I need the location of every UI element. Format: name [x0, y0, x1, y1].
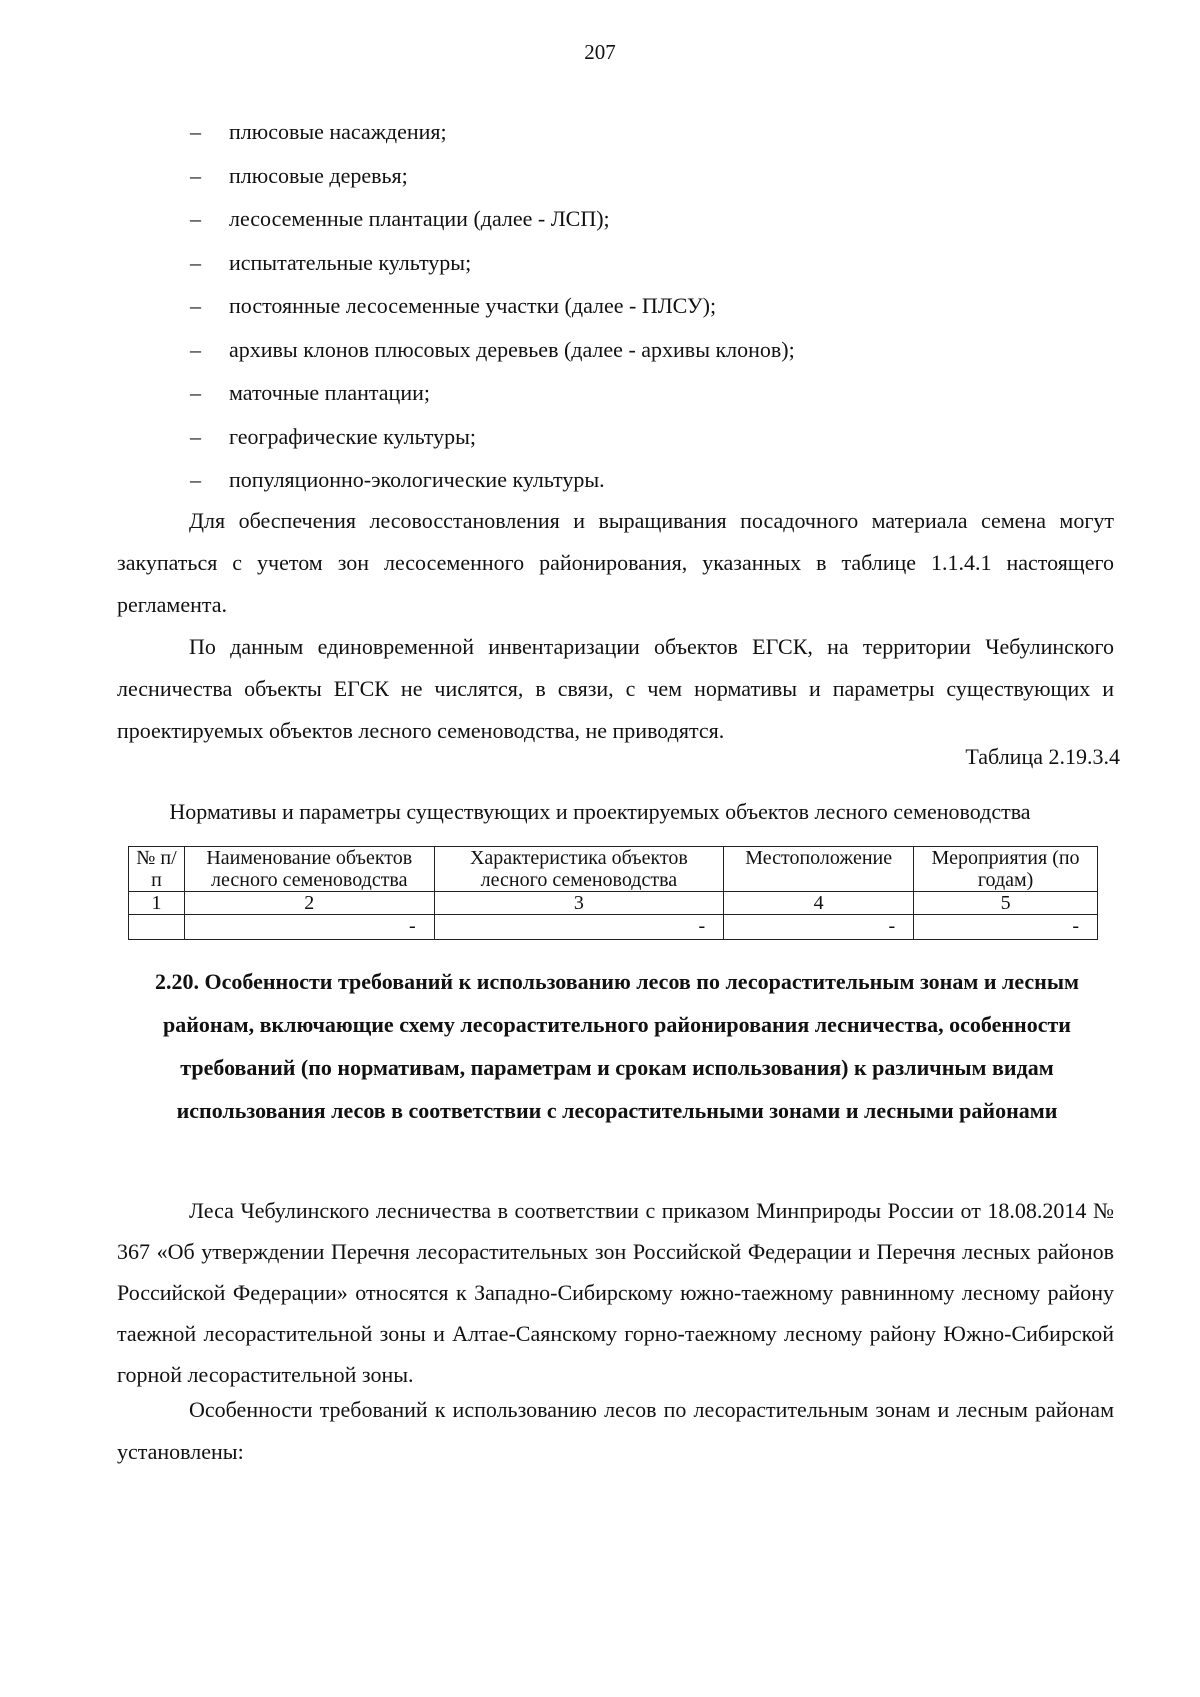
bullet-dash: –	[190, 380, 201, 405]
table-cell: -	[724, 915, 914, 940]
bullet-dash: –	[190, 336, 201, 362]
list-item	[190, 110, 1110, 154]
list-item	[190, 241, 1110, 285]
paragraph-forest-zones: Леса Чебулинского лесничества в соответствии с приказом Минприроды России от 18.08.2014 № 367 «Об утверждении Перечня лесорастительных зон Российской Федерации и Перечня лесных районов Российской Федерации» относятся к Западно-Сибирскому южно-таежному равнинному лесному району таежной лесорастительной зоны и Алтае-Саянскому горно-таежному лесному району Южно-Сибирской горной лесорастительной зоны.	[117, 1198, 1114, 1387]
list-item-text: географические культуры;	[229, 423, 476, 449]
column-header: Наименование объектов лесного семеноводства	[184, 847, 434, 892]
list-item	[190, 154, 1110, 198]
table-header-row	[129, 847, 1098, 892]
list-item-text: постоянные лесосеменные участки (далее - ПЛСУ);	[229, 293, 717, 318]
column-header: № п/п	[129, 847, 185, 892]
list-item	[190, 197, 1110, 241]
table-column-number-row	[129, 892, 1098, 915]
column-header: Мероприятия (по годам)	[914, 847, 1098, 892]
table-cell: 1	[129, 892, 185, 915]
bullet-dash: –	[190, 162, 201, 188]
table-cell: 3	[434, 892, 724, 915]
seed-objects-table	[128, 846, 1098, 940]
table-title: Нормативы и параметры существующих и проектируемых объектов лесного семеноводства	[169, 799, 1031, 824]
list-item	[190, 458, 1110, 502]
list-item-text: популяционно-экологические культуры.	[229, 467, 605, 492]
table-cell: 2	[184, 892, 434, 915]
list-item	[190, 328, 1110, 372]
bullet-dash: –	[190, 293, 201, 318]
list-item	[190, 371, 1110, 415]
paragraph-requirements-intro: Особенности требований к использованию лесов по лесорастительным зонам и лесным районам установлены:	[117, 1397, 1114, 1464]
paragraph-inventory: По данным единовременной инвентаризации объектов ЕГСК, на территории Чебулинского лесничества объекты ЕГСК не числятся, в связи, с чем нормативы и параметры существующих и проектируемых объектов лесного семеноводства, не приводятся.	[117, 634, 1114, 743]
list-item	[190, 415, 1110, 459]
bullet-dash: –	[190, 206, 201, 231]
table-cell: -	[434, 915, 724, 940]
section-heading: 2.20. Особенности требований к использованию лесов по лесорастительным зонам и лесным районам, включающие схему лесорастительного районирования лесничества, особенности требований (по нормативам, параметрам и срокам использования) к различным видам использования лесов в соответствии с лесорастительными зонами и лесными районами	[155, 969, 1079, 1123]
table-cell: 5	[914, 892, 1098, 915]
bullet-list	[190, 110, 1110, 502]
column-header: Характеристика объектов лесного семеноводства	[434, 847, 724, 892]
bullet-dash: –	[190, 249, 201, 275]
table-number: Таблица 2.19.3.4	[965, 744, 1120, 769]
bullet-dash: –	[190, 467, 201, 492]
list-item-text: маточные плантации;	[229, 380, 430, 405]
bullet-dash: –	[190, 119, 201, 144]
table-cell: 4	[724, 892, 914, 915]
table-cell: -	[184, 915, 434, 940]
paragraph-seed-procurement: Для обеспечения лесовосстановления и выращивания посадочного материала семена могут закупаться с учетом зон лесосеменного районирования, указанных в таблице 1.1.4.1 настоящего регламента.	[117, 508, 1114, 617]
list-item-text: плюсовые насаждения;	[229, 119, 447, 144]
list-item-text: архивы клонов плюсовых деревьев (далее - архивы клонов);	[229, 336, 795, 362]
column-header: Местоположение	[724, 847, 914, 892]
list-item-text: лесосеменные плантации (далее - ЛСП);	[229, 206, 610, 231]
list-item-text: испытательные культуры;	[229, 249, 472, 275]
bullet-dash: –	[190, 423, 201, 449]
list-item-text: плюсовые деревья;	[229, 162, 408, 188]
table-cell: -	[914, 915, 1098, 940]
table-cell	[129, 915, 185, 940]
table-row	[129, 915, 1098, 940]
page-number: 207	[584, 40, 616, 64]
list-item	[190, 284, 1110, 328]
